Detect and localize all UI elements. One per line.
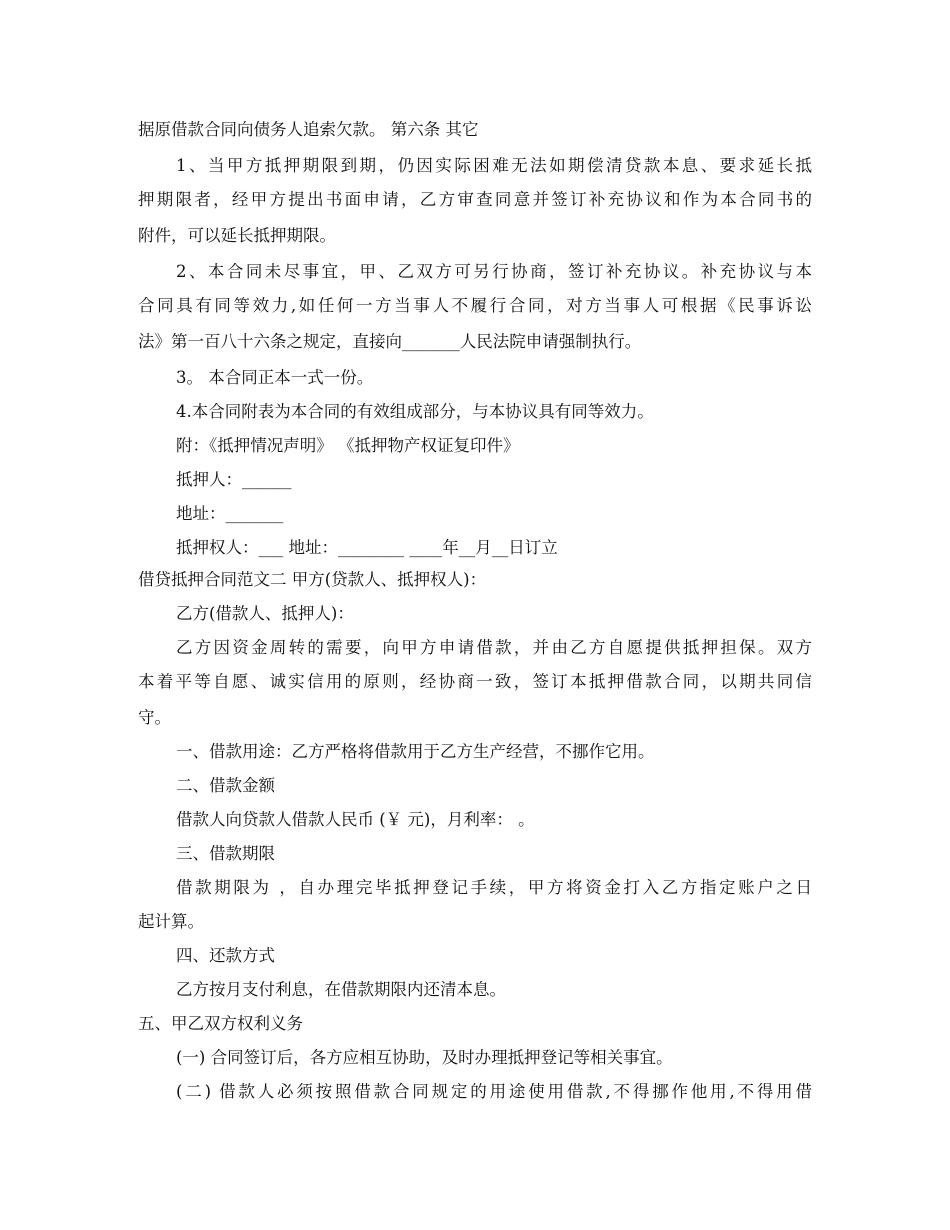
text-line: 三、借款期限 — [176, 844, 275, 863]
text-line: 附：《抵押情况声明》 《抵押物产权证复印件》 — [176, 436, 520, 455]
text-line: 据原借款合同向债务人追索欠款。 第六条 其它 — [138, 120, 479, 139]
text-line: 借款期限为 ，自办理完毕抵押登记手续，甲方将资金打入乙方指定账户之日 — [176, 878, 812, 897]
text-line: 借贷抵押合同范文二 甲方(贷款人、抵押权人)： — [138, 570, 487, 589]
text-line: 法》第一百八十六条之规定，直接向_______人民法院申请强制执行。 — [138, 332, 642, 351]
text-line: 乙方按月支付利息，在借款期限内还清本息。 — [176, 980, 506, 999]
text-line: 1、当甲方抵押期限到期，仍因实际困难无法如期偿清贷款本息、要求延长抵 — [176, 156, 812, 175]
text-line: 押期限者，经甲方提出书面申请，乙方审查同意并签订补充协议和作为本合同书的 — [138, 190, 812, 209]
text-line: 一、借款用途：乙方严格将借款用于乙方生产经营，不挪作它用。 — [176, 742, 655, 761]
text-line: 地址：_______ — [176, 504, 284, 523]
text-line: (二) 借款人必须按照借款合同规定的用途使用借款,不得挪作他用,不得用借 — [176, 1082, 812, 1101]
text-line: 乙方(借款人、抵押人)： — [176, 604, 354, 623]
text-line: 五、甲乙双方权利义务 — [138, 1014, 303, 1033]
text-line: (一) 合同签订后，各方应相互协助，及时办理抵押登记等相关事宜。 — [176, 1048, 673, 1067]
text-line: 4.本合同附表为本合同的有效组成部分，与本协议具有同等效力。 — [176, 402, 654, 421]
text-line: 二、借款金额 — [176, 776, 275, 795]
text-line: 本着平等自愿、诚实信用的原则，经协商一致，签订本抵押借款合同，以期共同信 — [138, 672, 812, 691]
text-line: 四、还款方式 — [176, 946, 275, 965]
text-line: 借款人向贷款人借款人民币 (￥ 元)，月利率： 。 — [176, 810, 535, 829]
text-line: 抵押权人：___ 地址：________ ____年__月__日订立 — [176, 538, 558, 557]
text-line: 3。 本合同正本一式一份。 — [176, 368, 374, 387]
text-line: 抵押人：______ — [176, 470, 292, 489]
text-line: 起计算。 — [138, 912, 204, 931]
text-line: 守。 — [138, 708, 171, 727]
text-line: 2、本合同未尽事宜，甲、乙双方可另行协商，签订补充协议。补充协议与本 — [176, 262, 812, 281]
text-line: 合同具有同等效力,如任何一方当事人不履行合同，对方当事人可根据《民事诉讼 — [138, 296, 812, 315]
text-line: 附件，可以延长抵押期限。 — [138, 226, 336, 245]
text-line: 乙方因资金周转的需要，向甲方申请借款，并由乙方自愿提供抵押担保。双方 — [176, 638, 812, 657]
